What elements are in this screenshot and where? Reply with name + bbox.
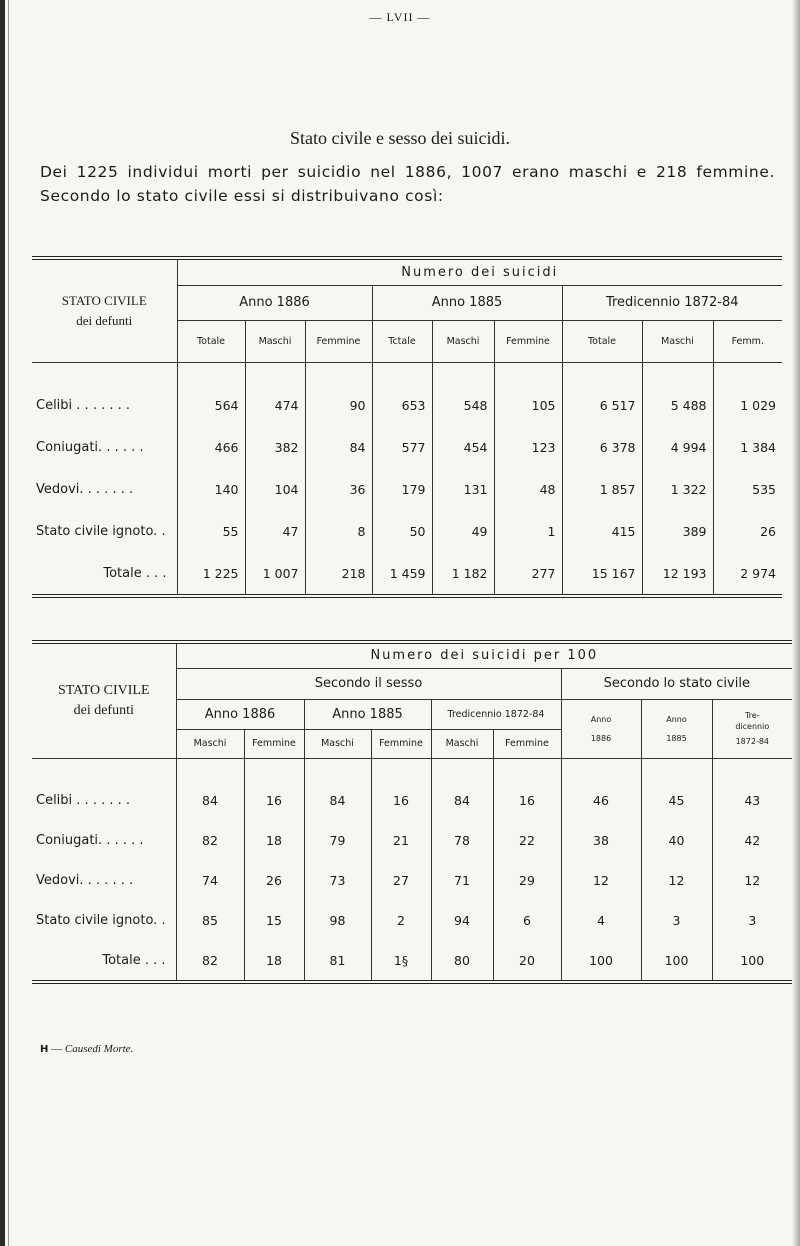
page-title: Stato civile e sesso dei suicidi. [290,128,510,148]
table-cell: 6 378 [562,426,642,468]
table-cell: 84 [431,780,493,820]
table-cell: 79 [304,820,371,860]
row-label: Coniugati. . . . . . [36,832,144,848]
numero-suicidi-header: Numero dei suicidi [177,258,782,285]
table-cell: 1 029 [713,384,782,426]
table-cell: 40 [641,820,712,860]
table-cell: 84 [176,780,244,820]
totals-row [32,552,782,596]
table-cell: 218 [305,552,372,596]
row-label: Vedovi. . . . . . . [36,872,134,888]
column-header: Femmine [305,320,372,362]
secondo-stato-header: Secondo lo stato civile [561,668,792,699]
table-cell: 18 [244,820,304,860]
table-cell: 564 [177,384,245,426]
table-cell: 98 [304,900,371,940]
column-header: Maschi [431,729,493,758]
page-number: — LVII — [369,10,431,24]
table-row [32,780,792,820]
table-cell: 12 193 [642,552,713,596]
table-cell: 4 994 [642,426,713,468]
table-cell: 18 [244,940,304,982]
table-cell: 74 [176,860,244,900]
table-row [32,820,792,860]
table-cell: 26 [713,510,782,552]
table-cell: 78 [431,820,493,860]
table-cell: 1 182 [432,552,494,596]
row-label: Celibi . . . . . . . [36,792,131,808]
stato-civile-subtitle: dei defunti [76,312,133,328]
page-binding-edge [0,0,5,1246]
table-cell: 22 [493,820,561,860]
table-cell: 94 [431,900,493,940]
column-header: Femmine [371,729,431,758]
table-cell: 1 322 [642,468,713,510]
table-cell: 16 [244,780,304,820]
table-cell: 36 [305,468,372,510]
table-cell: 45 [641,780,712,820]
table-cell: 21 [371,820,431,860]
row-label: Celibi . . . . . . . [36,397,131,413]
table-cell: 100 [561,940,641,982]
page-right-edge [792,0,800,1246]
table-cell: 50 [372,510,432,552]
totals-row [32,940,792,982]
table-cell: 1 384 [713,426,782,468]
column-header: Maschi [176,729,244,758]
table-cell: 48 [494,468,562,510]
group-header-1885: Anno 1885 [372,285,562,320]
table-cell: 26 [244,860,304,900]
column-header: Femmine [494,320,562,362]
table-cell: 38 [561,820,641,860]
table-cell: 49 [432,510,494,552]
column-header: Maschi [642,320,713,362]
intro-paragraph: Dei 1225 individui morti per suicidio nel 1886, 1007 erano maschi e 218 femmine. Secondo lo stato civile essi si distribuivano così: [40,163,775,205]
table-cell: 29 [493,860,561,900]
row-label: Stato civile ignoto. . [36,912,166,928]
group-header-1886: Anno 1886 [176,699,304,729]
column-header: Totale [562,320,642,362]
table-cell: 82 [176,940,244,982]
group-header-1886: Anno 1886 [177,285,372,320]
table-cell: 2 974 [713,552,782,596]
footer-dash: — [51,1043,63,1055]
stato-civile-header [32,258,177,362]
row-label: Stato civile ignoto. . [36,523,166,539]
table-cell: 27 [371,860,431,900]
column-header: Maschi [304,729,371,758]
table-cell: 90 [305,384,372,426]
page-footer [40,1043,133,1055]
column-header: Femmine [493,729,561,758]
stato-col-anno-1885 [641,699,712,758]
stato-col-line: dicennio [735,722,770,731]
table-row [32,900,792,940]
table-cell: 454 [432,426,494,468]
table-cell: 42 [712,820,792,860]
table-cell: 105 [494,384,562,426]
stato-col-line: Tre- [744,711,760,720]
table-cell: 535 [713,468,782,510]
column-header: Femm. [713,320,782,362]
table-cell: 55 [177,510,245,552]
stato-col-line: Anno [590,714,612,724]
table-cell: 104 [245,468,305,510]
table-cell: 12 [712,860,792,900]
stato-civile-title: STATO CIVILE [61,292,147,308]
table-cell: 1 459 [372,552,432,596]
table-cell: 85 [176,900,244,940]
table-cell: 6 517 [562,384,642,426]
table-cell: 47 [245,510,305,552]
row-label: Totale . . . [102,952,166,968]
table-cell: 84 [304,780,371,820]
page-binding-line [8,0,9,1246]
stato-civile-subtitle: dei defunti [73,702,134,718]
table-cell: 577 [372,426,432,468]
stato-col-anno-1886 [561,699,641,758]
row-label: Totale . . . [103,565,167,581]
table-cell: 474 [245,384,305,426]
table-cell: 46 [561,780,641,820]
stato-civile-title: STATO CIVILE [57,682,150,698]
table-cell: 382 [245,426,305,468]
column-header: Femmine [244,729,304,758]
table-cell: 466 [177,426,245,468]
suicides-count-table [32,256,782,598]
table-row [32,510,782,552]
column-header: Tctale [372,320,432,362]
stato-col-line: Anno [666,714,687,724]
group-header-tredicennio: Tredicennio 1872-84 [431,699,561,729]
table-cell: 123 [494,426,562,468]
table-cell: 5 488 [642,384,713,426]
table-row [32,426,782,468]
table-cell: 12 [641,860,712,900]
table-cell: 653 [372,384,432,426]
suicides-per-100-table [32,640,792,984]
stato-col-line: 1872-84 [735,737,770,746]
table-cell: 12 [561,860,641,900]
table-cell: 1 857 [562,468,642,510]
table-row [32,468,782,510]
table-cell: 140 [177,468,245,510]
table-cell: 100 [641,940,712,982]
table-cell: 6 [493,900,561,940]
secondo-sesso-header: Secondo il sesso [176,668,561,699]
column-header: Totale [177,320,245,362]
table-cell: 43 [712,780,792,820]
table-cell: 73 [304,860,371,900]
table-cell: 1§ [371,940,431,982]
table-cell: 1 007 [245,552,305,596]
table-cell: 16 [493,780,561,820]
table-cell: 100 [712,940,792,982]
stato-col-line: 1885 [666,733,687,743]
stato-civile-header [32,642,176,758]
table-cell: 277 [494,552,562,596]
group-header-1885: Anno 1885 [304,699,431,729]
table-cell: 1 [494,510,562,552]
column-header: Maschi [245,320,305,362]
table-row [32,860,792,900]
table-cell: 80 [431,940,493,982]
table-cell: 4 [561,900,641,940]
footer-text: Causedi Morte. [64,1043,134,1055]
row-label: Coniugati. . . . . . [36,439,144,455]
signature-mark: H [40,1044,49,1055]
table-row [32,384,782,426]
table-cell: 8 [305,510,372,552]
table-cell: 131 [432,468,494,510]
table-cell: 389 [642,510,713,552]
table-cell: 20 [493,940,561,982]
table-cell: 2 [371,900,431,940]
row-label: Vedovi. . . . . . . [36,481,134,497]
table-cell: 3 [712,900,792,940]
table-cell: 81 [304,940,371,982]
numero-suicidi-per-100-header: Numero dei suicidi per 100 [176,642,792,668]
table-cell: 71 [431,860,493,900]
table-cell: 84 [305,426,372,468]
table-cell: 3 [641,900,712,940]
table-cell: 179 [372,468,432,510]
table-cell: 415 [562,510,642,552]
table-cell: 15 167 [562,552,642,596]
stato-col-line: 1886 [590,733,612,743]
column-header: Maschi [432,320,494,362]
table-cell: 16 [371,780,431,820]
stato-col-tredicennio [712,699,792,758]
table-cell: 1 225 [177,552,245,596]
table-cell: 82 [176,820,244,860]
group-header-tredicennio: Tredicennio 1872-84 [562,285,782,320]
table-cell: 548 [432,384,494,426]
table-cell: 15 [244,900,304,940]
